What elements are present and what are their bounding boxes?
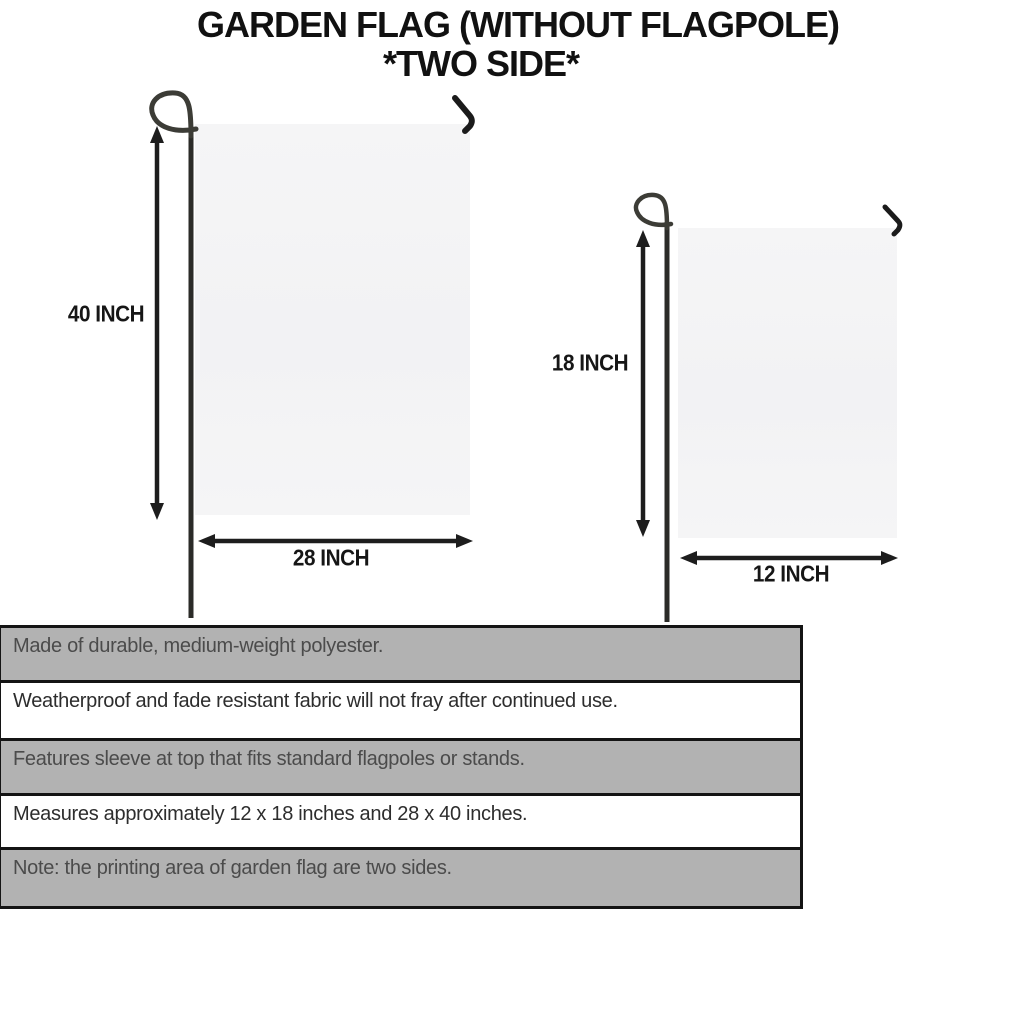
page-title: GARDEN FLAG (WITHOUT FLAGPOLE)	[197, 4, 839, 45]
spec-table	[0, 625, 803, 909]
small-flag-height-arrow	[636, 230, 650, 537]
small-flag-height-label: 18 INCH	[551, 349, 629, 376]
small-flag-width-label: 12 INCH	[752, 560, 830, 587]
large-flag-width-label: 28 INCH	[292, 544, 370, 571]
large-flag-pole-loop-icon	[152, 93, 196, 136]
spec-row-note: Note: the printing area of garden flag are two sides.	[1, 850, 800, 906]
small-flag-fabric	[678, 228, 897, 538]
spec-row-sleeve: Features sleeve at top that fits standard flagpoles or stands.	[1, 741, 800, 796]
large-flag-height-label: 40 INCH	[67, 300, 145, 327]
spec-row-weatherproof: Weatherproof and fade resistant fabric will not fray after continued use.	[1, 683, 800, 741]
spec-row-material: Made of durable, medium-weight polyester.	[1, 628, 800, 683]
page-subtitle: *TWO SIDE*	[382, 43, 580, 84]
small-flag-pole-loop-icon	[636, 195, 671, 228]
large-flag-height-arrow	[150, 126, 164, 520]
large-flag-fabric	[195, 124, 470, 515]
spec-row-measures: Measures approximately 12 x 18 inches and 28 x 40 inches.	[1, 796, 800, 850]
